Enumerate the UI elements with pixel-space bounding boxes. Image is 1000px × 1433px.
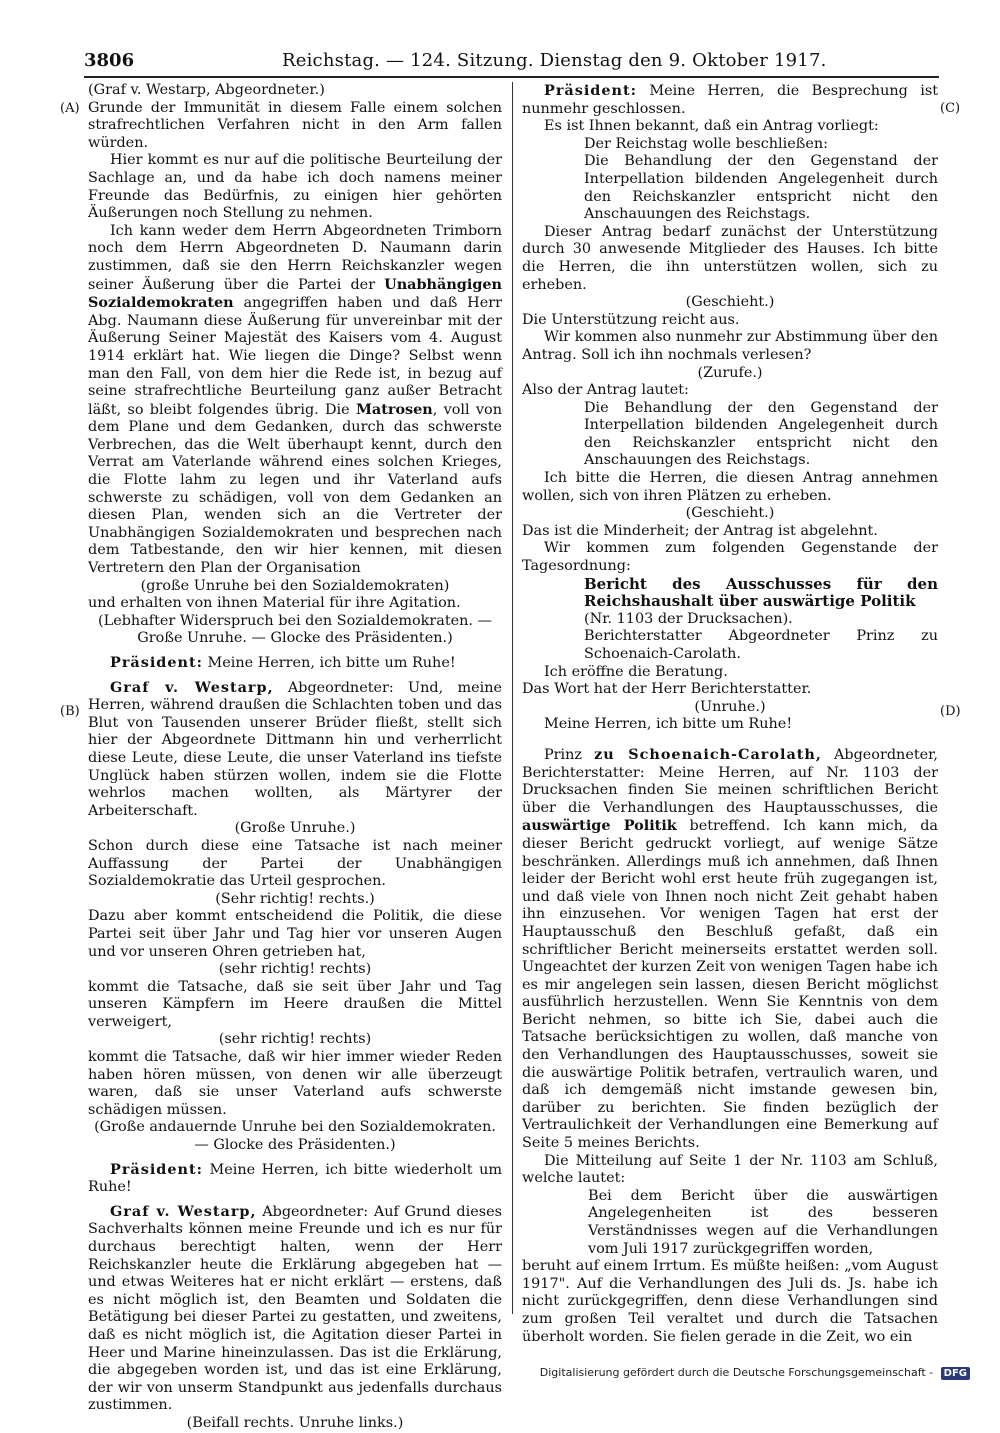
paragraph: Die Mitteilung auf Seite 1 der Nr. 1103 am Schluß, welche lautet: bbox=[522, 1152, 938, 1187]
paragraph: Ich bitte die Herren, die diesen Antrag annehmen wollen, sich von ihren Plätzen zu erheben. bbox=[522, 470, 938, 504]
paragraph: Schon durch diese eine Tatsache ist nach meiner Auffassung der Partei der Unabhängigen Sozialdemokratie das Urteil gesprochen. bbox=[88, 837, 502, 890]
speaker-continuation: (Graf v. Westarp, Abgeordneter.) bbox=[88, 82, 325, 98]
interjection: (Unruhe.) bbox=[694, 698, 766, 715]
paragraph: und erhalten von ihnen Material für ihre Agitation. bbox=[88, 595, 461, 612]
paragraph: Hier kommt es nur auf die politische Beurteilung der Sachlage an, und da habe ich doch namens meiner Freunde das Bedürfnis, zu einigen hier gehörten Äußerungen noch Stellung zu nehmen. bbox=[88, 152, 502, 222]
paragraph: Ich kann weder dem Herrn Abgeordneten Trimborn noch dem Herrn Abgeordneten D. Naumann darin zustimmen, daß sie den Herrn Reichskanzler wegen seiner Äußerung über die Partei der Unabhängigen Sozialdemokraten angegriffen haben und daß Herr Abg. Naumann diese Äußerung für unvereinbar mit der Äußerung Seiner Majestät des Kaisers vom 4. August 1914 erklärt hat. Wie liegen die Dinge? Selbst wenn man den Fall, von dem hier die Rede ist, in bezug auf seine strafrechtliche Beurteilung ganz außer Betracht läßt, so bleibt folgendes übrig. Die Matrosen, voll von dem Plane und dem Gedanken, durch das schwerste Verbrechen, das die Welt überhaupt kennt, durch den Verrat am Vaterlande während eines solchen Krieges, die Flotte lahm zu legen und ihr Vaterland aufs schwerste zu schädigen, voll von dem Gedanken an diesen Plan, wenden sich an die Vertreter der Unabhängigen Sozialdemokraten und besprechen nach dem Tatbestande, den wir hier kennen, mit diesen Vertretern den Plan der Organisation bbox=[88, 222, 502, 577]
margin-mark-c: (C) bbox=[940, 101, 961, 116]
interjection: (Sehr richtig! rechts.) bbox=[215, 890, 375, 907]
paragraph: kommt die Tatsache, daß sie seit über Jahr und Tag unseren Kämpfern im Heere draußen die Mittel verweigert, bbox=[88, 978, 502, 1030]
interjection: (Große andauernde Unruhe bei den Sozialdemokraten. — Glocke des Präsidenten.) bbox=[94, 1119, 496, 1154]
page-header bbox=[84, 50, 939, 74]
speaker-turn: Graf v. Westarp, Abgeordneter: Auf Grund dieses Sachverhalts können meine Freunde und ich es nur für durchaus berechtigt halten, wenn der Herr Reichskanzler heute die Erklärung abgegeben hat — und etwas Weiteres hat er nicht erklärt — erstens, daß es nicht möglich ist, den Beamten und Soldaten die Betätigung bei dieser Partei zu gestatten, und zweitens, daß es nicht möglich ist, die Agitation dieser Partei in Heer und Marine hineinzulassen. Das ist die Erklärung, die abgegeben worden ist, und das ist eine Erklärung, der wir von unserm Standpunkt aus jedenfalls durchaus zustimmen. bbox=[88, 1202, 502, 1414]
agenda-rapporteur: Berichterstatter Abgeordneter Prinz zu Schoenaich-Carolath. bbox=[584, 628, 938, 662]
speaker-turn: Graf v. Westarp, Abgeordneter: Und, meine Herren, während draußen die Schlachten toben und das Blut von Tausenden unserer Brüder fließt, stellt sich hier der Abgeordnete Dittmann hin und verherrlicht diese Leute, diese Leute, die unser Vaterland ins tiefste Unglück haben stürzen wollen, indem sie die Flotte wehrlos machen wollten, als Märtyrer der Arbeiterschaft. bbox=[88, 678, 502, 819]
paragraph: Also der Antrag lautet: bbox=[522, 382, 689, 399]
paragraph: Es ist Ihnen bekannt, daß ein Antrag vorliegt: bbox=[544, 118, 879, 135]
paragraph: Wir kommen zum folgenden Gegenstande der Tagesordnung: bbox=[522, 540, 938, 575]
margin-mark-a: (A) bbox=[60, 101, 80, 116]
paragraph: Grunde der Immunität in diesem Falle einem solchen strafrechtlichen Verfahren nicht in den Arm fallen würden. bbox=[88, 99, 502, 151]
paragraph: Dieser Antrag bedarf zunächst der Unterstützung durch 30 anwesende Mitglieder des Hauses. Ich bitte die Herren, die ihn unterstützen wollen, sich zu erheben. bbox=[522, 223, 938, 293]
interjection: (Zurufe.) bbox=[697, 364, 763, 381]
speaker-name: Graf v. Westarp, bbox=[110, 678, 274, 696]
interjection: (sehr richtig! rechts) bbox=[218, 961, 372, 978]
speaker-turn: Präsident: Meine Herren, ich bitte wiederholt um Ruhe! bbox=[88, 1160, 502, 1196]
speaker-name: Präsident: bbox=[110, 1160, 203, 1178]
interjection: (große Unruhe bei den Sozialdemokraten) bbox=[140, 577, 450, 594]
header-rule bbox=[84, 76, 939, 78]
speaker-turn: Präsident: Meine Herren, die Besprechung ist nunmehr geschlossen. bbox=[522, 82, 938, 117]
right-column bbox=[522, 82, 938, 1346]
digitization-credit: Digitalisierung gefördert durch die Deutsche Forschungsgemeinschaft - DFG bbox=[540, 1366, 970, 1380]
paragraph: Das ist die Minderheit; der Antrag ist abgelehnt. bbox=[522, 522, 878, 539]
emphasis: Matrosen bbox=[355, 400, 433, 418]
paragraph: Das Wort hat der Herr Berichterstatter. bbox=[522, 681, 812, 698]
interjection: (Beifall rechts. Unruhe links.) bbox=[186, 1414, 404, 1431]
paragraph: Wir kommen also nunmehr zur Abstimmung über den Antrag. Soll ich ihn nochmals verlesen? bbox=[522, 329, 938, 363]
paragraph: Ich eröffne die Beratung. bbox=[544, 663, 728, 680]
speaker-turn: Prinz zu Schoenaich-Carolath, Abgeordneter, Berichterstatter: Meine Herren, auf Nr. 1103 der Drucksachen finden Sie meinen schriftlichen Bericht über die Verhandlungen des Hauptausschusses, die auswärtige Politik betreffend. Ich kann mich, da dieser Bericht gedruckt vorliegt, auf wenige Sätze beschränken. Allerdings muß ich annehmen, daß Ihnen leider der Bericht wohl erst heute früh zugegangen ist, und daß viele von Ihnen noch nicht Zeit gehabt haben ihn einzusehen. Vor wenigen Tagen hat erst der Hauptausschuß den Beschluß gefaßt, daß ein schriftlicher Bericht meinerseits erstattet werden soll. Ungeachtet der kurzen Zeit von wenigen Tagen habe ich es mir angelegen sein lassen, diesen Bericht möglichst ausführlich herzustellen. Wenn Sie Kenntnis von dem Bericht nehmen, so bitte ich Sie, dabei auch die Tatsache berücksichtigen zu wollen, daß manche von den Verhandlungen des Hauptausschusses, soweit sie die auswärtige Politik betrafen, vertraulich waren, und daß ich demgemäß nicht imstande gewesen bin, darüber zu berichten. Sie finden bezüglich der Vertraulichkeit der Verhandlungen eine Bemerkung auf Seite 5 meines Berichts. bbox=[522, 745, 939, 1152]
paragraph: Dazu aber kommt entscheidend die Politik, die diese Partei seit über Jahr und Tag hier vor unseren Augen und vor unseren Ohren getrieben hat, bbox=[88, 908, 502, 960]
interjection: (sehr richtig! rechts) bbox=[218, 1031, 372, 1048]
speaker-turn: Präsident: Meine Herren, ich bitte um Ruhe! bbox=[110, 654, 456, 671]
paragraph: beruht auf einem Irrtum. Es müßte heißen: „vom August 1917". Auf die Verhandlungen des Juli ds. Js. habe ich nicht zurückgegriffen, denn diese Verhandlungen sind zum großen Teil veraltet und durch die Tatsachen überholt worden. Sie fielen gerade in die Zeit, wo ein bbox=[522, 1258, 938, 1345]
speaker-name: Präsident: bbox=[544, 82, 637, 99]
left-column bbox=[88, 82, 502, 1433]
margin-mark-d: (D) bbox=[940, 704, 961, 719]
speaker-name: zu Schoenaich-Carolath, bbox=[594, 745, 822, 763]
paragraph: Der Reichstag wolle beschließen: bbox=[584, 135, 829, 152]
quoted-text: Bei dem Bericht über die auswärtigen Angelegenheiten ist des besseren Verständnisses wegen auf die Verhandlungen vom Juli 1917 zurückgegriffen worden, bbox=[588, 1187, 938, 1257]
emphasis: Unabhängigen Sozialdemokraten bbox=[88, 275, 502, 312]
running-head: Reichstag. — 124. Sitzung. Dienstag den 9. Oktober 1917. bbox=[282, 50, 827, 71]
column-divider bbox=[512, 82, 513, 1314]
paragraph: Die Unterstützung reicht aus. bbox=[522, 311, 740, 328]
emphasis: auswärtige Politik bbox=[522, 817, 677, 835]
interjection: (Geschieht.) bbox=[685, 294, 775, 311]
margin-mark-b: (B) bbox=[60, 704, 80, 719]
interjection: (Lebhafter Widerspruch bei den Sozialdemokraten. — Große Unruhe. — Glocke des Präsidenten.) bbox=[98, 612, 492, 647]
motion-text: Die Behandlung der den Gegenstand der Interpellation bildenden Angelegenheit durch den Reichskanzler entspricht nicht den Anschauungen des Reichstags. bbox=[584, 399, 938, 469]
agenda-reference: (Nr. 1103 der Drucksachen). bbox=[584, 610, 793, 627]
dfg-logo-icon: DFG bbox=[941, 1367, 970, 1380]
speaker-name: Graf v. Westarp, bbox=[110, 1202, 257, 1220]
paragraph: kommt die Tatsache, daß wir hier immer wieder Reden haben hören müssen, von denen wir alle überzeugt waren, daß sie unser Vaterland aufs schwerste schädigen müssen. bbox=[88, 1049, 502, 1118]
motion-text: Die Behandlung der den Gegenstand der Interpellation bildenden Angelegenheit durch den Reichskanzler entspricht nicht den Anschauungen des Reichstags. bbox=[584, 153, 938, 223]
interjection: (Große Unruhe.) bbox=[234, 820, 356, 837]
page-number: 3806 bbox=[84, 50, 135, 71]
paragraph: Meine Herren, ich bitte um Ruhe! bbox=[544, 716, 793, 733]
agenda-heading: Bericht des Ausschusses für den Reichshaushalt über auswärtige Politik bbox=[584, 574, 938, 611]
speaker-name: Präsident: bbox=[110, 654, 203, 671]
interjection: (Geschieht.) bbox=[685, 505, 775, 522]
